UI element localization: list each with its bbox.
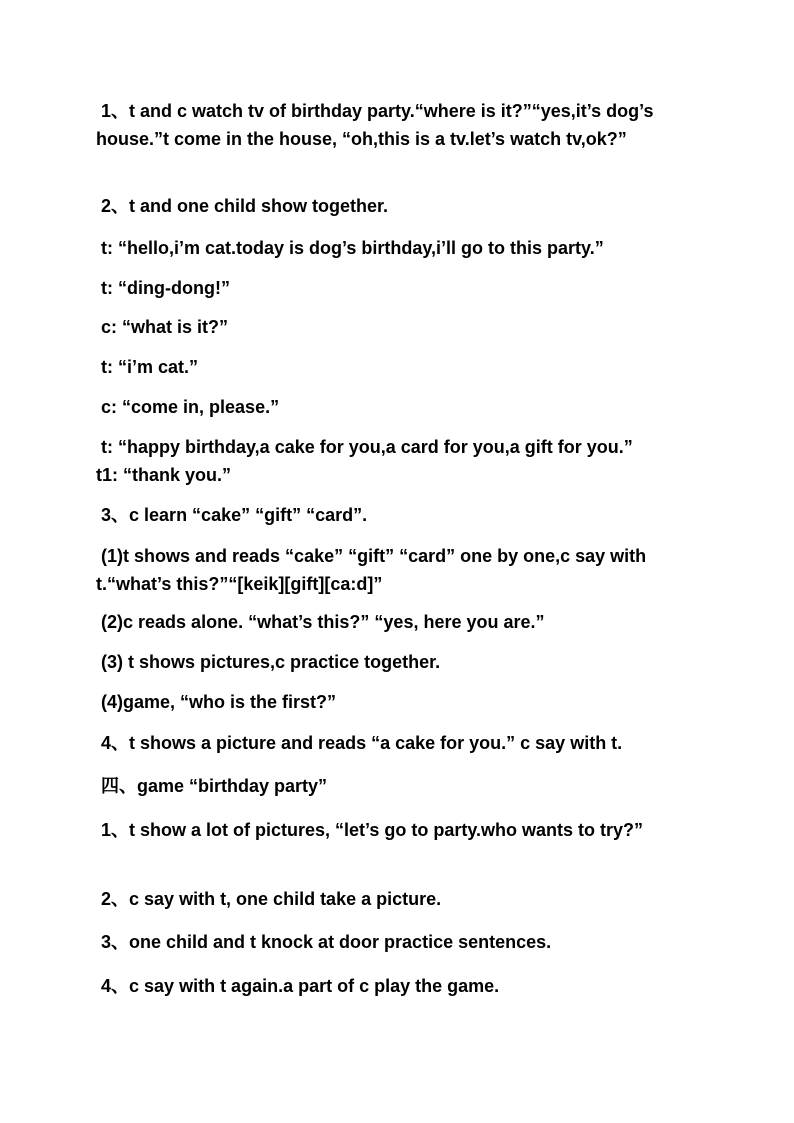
game-step-1-pictures: 1、t show a lot of pictures, “let’s go to party.who wants to try?”	[96, 820, 644, 840]
dialogue-line-hello: t: “hello,i’m cat.today is dog’s birthday,i’ll go to this party.”	[96, 238, 604, 258]
game-step-2-take-picture: 2、c say with t, one child take a picture.	[96, 889, 442, 909]
paragraph-1-watch-tv: 1、t and c watch tv of birthday party.“where is it?”“yes,it’s dog’s house.”t come in the house, “oh,this is a tv.let’s watch tv,ok?”	[96, 101, 659, 149]
game-step-3-knock-door: 3、one child and t knock at door practice sentences.	[96, 932, 552, 952]
step-2-reads-alone: (2)c reads alone. “what’s this?” “yes, here you are.”	[96, 612, 545, 632]
section-heading-birthday-party: 四、game “birthday party”	[96, 776, 328, 796]
dialogue-line-happy-birthday: t: “happy birthday,a cake for you,a card for you,a gift for you.” t1: “thank you.”	[96, 437, 633, 485]
paragraph-3-learn-words: 3、c learn “cake” “gift” “card”.	[96, 505, 368, 525]
dialogue-line-im-cat: t: “i’m cat.”	[96, 357, 199, 377]
paragraph-2-show-together: 2、t and one child show together.	[96, 196, 389, 216]
dialogue-line-ding-dong: t: “ding-dong!”	[96, 278, 230, 298]
paragraph-4-cake-for-you: 4、t shows a picture and reads “a cake for you.” c say with t.	[96, 733, 623, 753]
dialogue-line-come-in: c: “come in, please.”	[96, 397, 280, 417]
dialogue-line-what-is-it: c: “what is it?”	[96, 317, 229, 337]
step-3-practice-together: (3) t shows pictures,c practice together.	[96, 652, 441, 672]
step-4-game: (4)game, “who is the first?”	[96, 692, 337, 712]
game-step-4-play-game: 4、c say with t again.a part of c play the game.	[96, 976, 500, 996]
step-1-shows-and-reads: (1)t shows and reads “cake” “gift” “card” one by one,c say with t.“what’s this?”“[keik][gift][ca:d]”	[96, 546, 652, 594]
